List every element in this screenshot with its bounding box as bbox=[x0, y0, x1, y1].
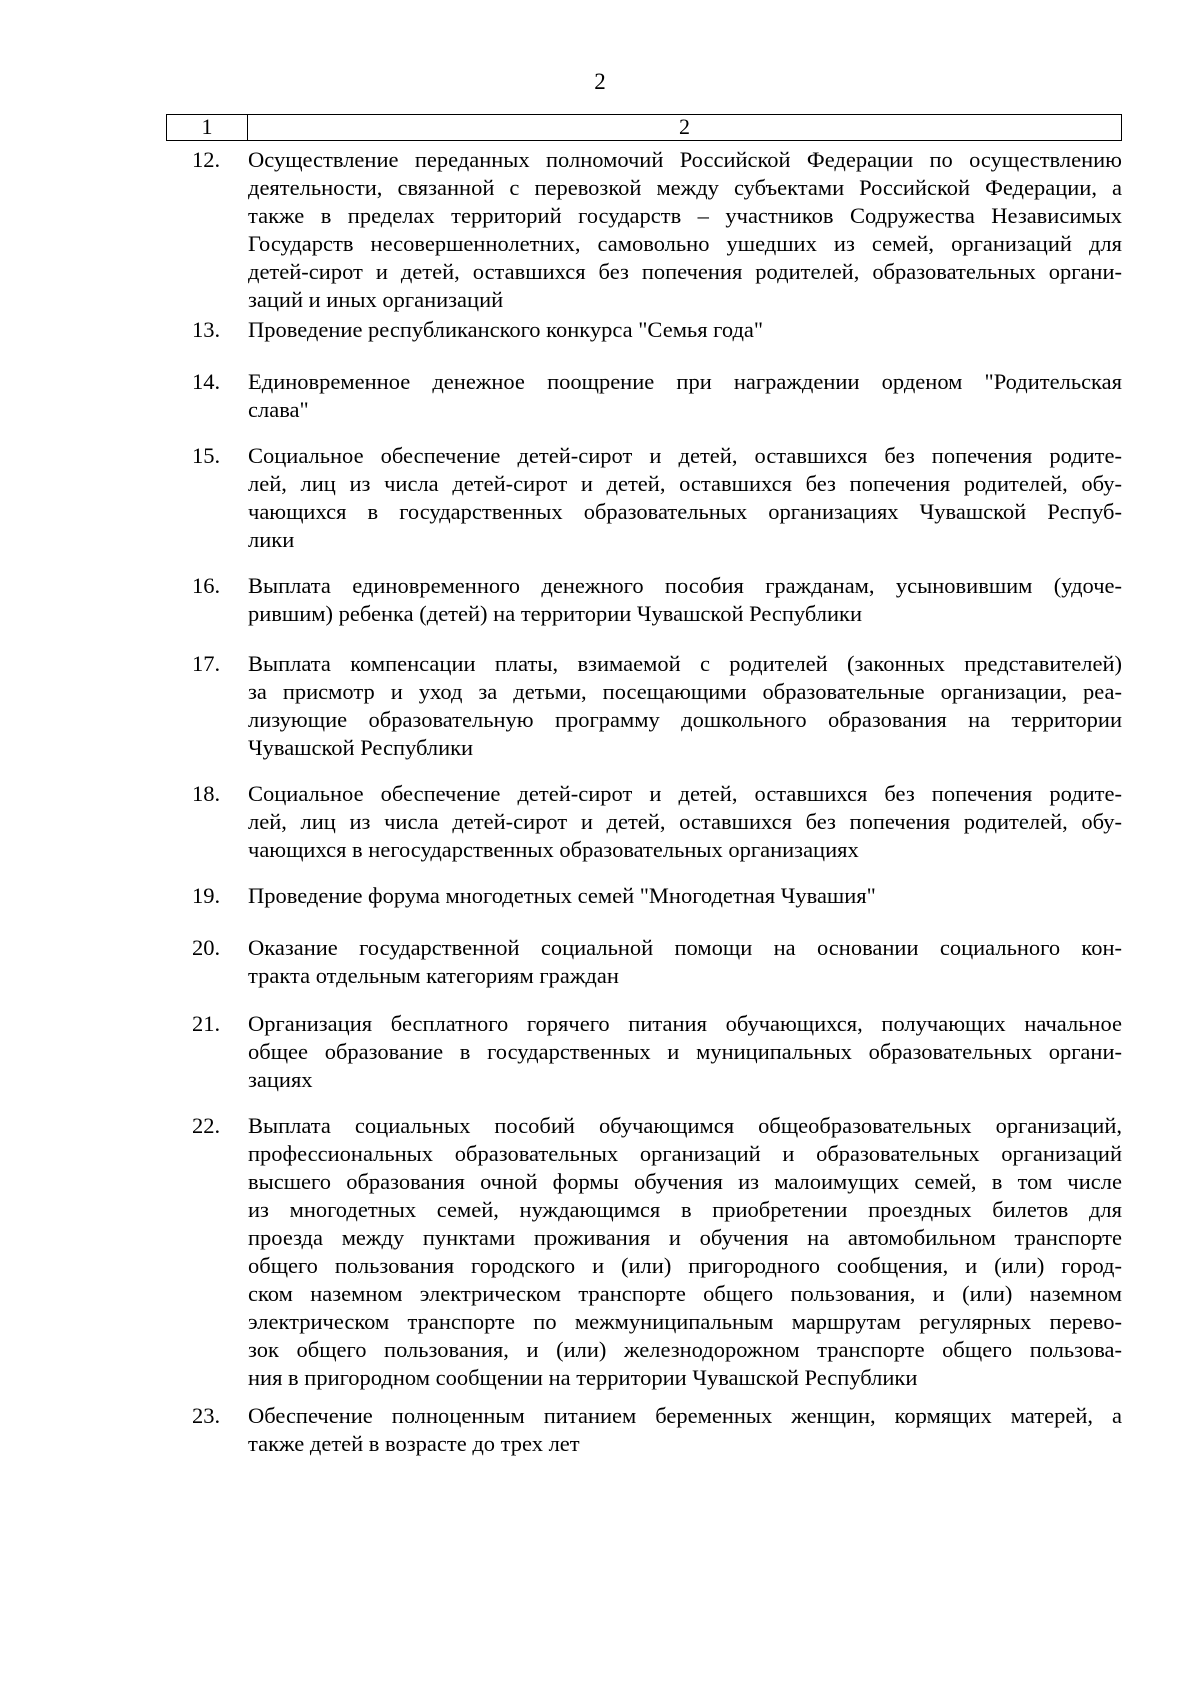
list-item bbox=[166, 650, 1122, 762]
item-text-line: электрическом транспорте по межмуниципальным маршрутам регулярных перево- bbox=[248, 1309, 1122, 1334]
item-text bbox=[246, 780, 1122, 864]
item-number: 23. bbox=[191, 1403, 221, 1428]
item-text-line: детей-сирот и детей, оставшихся без попечения родителей, образовательных органи- bbox=[248, 259, 1122, 284]
list-item bbox=[166, 882, 1122, 910]
list-item bbox=[166, 1402, 1122, 1458]
item-text-line: заций и иных организаций bbox=[248, 287, 504, 312]
item-text bbox=[246, 1010, 1122, 1094]
item-text-line: зациях bbox=[248, 1067, 313, 1092]
list-item bbox=[166, 368, 1122, 424]
item-text bbox=[246, 1402, 1122, 1458]
item-number: 16. bbox=[191, 573, 221, 598]
item-number: 13. bbox=[191, 317, 221, 342]
item-text-line: Проведение республиканского конкурса "Семья года" bbox=[248, 317, 764, 342]
item-text-line: проезда между пунктами проживания и обучения на автомобильном транспорте bbox=[248, 1225, 1122, 1250]
item-text bbox=[246, 442, 1122, 554]
item-text bbox=[246, 650, 1122, 762]
list-item bbox=[166, 780, 1122, 864]
item-text bbox=[246, 934, 1122, 990]
item-text-line: рившим) ребенка (детей) на территории Чувашской Республики bbox=[248, 601, 862, 626]
item-text bbox=[246, 316, 1122, 344]
item-text-line: деятельности, связанной с перевозкой между субъектами Российской Федерации, а bbox=[248, 175, 1122, 200]
item-number: 21. bbox=[191, 1011, 221, 1036]
item-number: 12. bbox=[191, 147, 221, 172]
item-text-line: тракта отдельным категориям граждан bbox=[248, 963, 619, 988]
page-number: 2 bbox=[594, 69, 606, 94]
item-text-line: профессиональных образовательных организаций и образовательных организаций bbox=[248, 1141, 1122, 1166]
item-text-line: Выплата единовременного денежного пособия гражданам, усыновившим (удоче- bbox=[248, 573, 1122, 598]
item-text-line: за присмотр и уход за детьми, посещающими образовательные организации, реа- bbox=[248, 679, 1122, 704]
item-number: 19. bbox=[191, 883, 221, 908]
item-text-line: Социальное обеспечение детей-сирот и детей, оставшихся без попечения родите- bbox=[248, 443, 1122, 468]
item-text-line: Обеспечение полноценным питанием беременных женщин, кормящих матерей, а bbox=[248, 1403, 1122, 1428]
item-text bbox=[246, 572, 1122, 628]
list-item bbox=[166, 146, 1122, 314]
item-text bbox=[246, 882, 1122, 910]
item-text-line: общего пользования городского и (или) пригородного сообщения, и (или) город- bbox=[248, 1253, 1122, 1278]
item-number: 15. bbox=[191, 443, 221, 468]
item-number: 17. bbox=[191, 651, 221, 676]
item-text-line: зок общего пользования, и (или) железнодорожном транспорте общего пользова- bbox=[248, 1337, 1122, 1362]
item-text-line: Выплата социальных пособий обучающимся общеобразовательных организаций, bbox=[248, 1113, 1122, 1138]
list-item bbox=[166, 934, 1122, 990]
item-text-line: высшего образования очной формы обучения из малоимущих семей, в том числе bbox=[248, 1169, 1122, 1194]
item-text-line: Государств несовершеннолетних, самовольно ушедших из семей, организаций для bbox=[248, 231, 1122, 256]
item-text-line: ния в пригородном сообщении на территории Чувашской Республики bbox=[248, 1365, 918, 1390]
item-text-line: лизующие образовательную программу дошкольного образования на территории bbox=[248, 707, 1122, 732]
list-item bbox=[166, 1112, 1122, 1392]
item-text-line: также детей в возрасте до трех лет bbox=[248, 1431, 580, 1456]
item-number: 22. bbox=[191, 1113, 221, 1138]
item-text-line: ском наземном электрическом транспорте общего пользования, и (или) наземном bbox=[248, 1281, 1122, 1306]
list-item bbox=[166, 442, 1122, 554]
item-number: 20. bbox=[191, 935, 221, 960]
item-number: 14. bbox=[191, 369, 221, 394]
item-text-line: лей, лиц из числа детей-сирот и детей, оставшихся без попечения родителей, обу- bbox=[248, 471, 1122, 496]
item-text bbox=[246, 146, 1122, 314]
item-text bbox=[246, 1112, 1122, 1392]
item-text-line: Единовременное денежное поощрение при награждении орденом "Родительская bbox=[248, 369, 1122, 394]
item-text-line: Оказание государственной социальной помощи на основании социального кон- bbox=[248, 935, 1122, 960]
list-item bbox=[166, 1010, 1122, 1094]
item-text-line: Проведение форума многодетных семей "Многодетная Чувашия" bbox=[248, 883, 876, 908]
item-text-line: общее образование в государственных и муниципальных образовательных органи- bbox=[248, 1039, 1122, 1064]
header-col-1: 1 bbox=[167, 115, 248, 140]
item-text-line: Социальное обеспечение детей-сирот и детей, оставшихся без попечения родите- bbox=[248, 781, 1122, 806]
item-text-line: чающихся в государственных образовательных организациях Чувашской Респуб- bbox=[248, 499, 1122, 524]
item-text-line: слава" bbox=[248, 397, 309, 422]
item-text-line: Организация бесплатного горячего питания обучающихся, получающих начальное bbox=[248, 1011, 1122, 1036]
item-text-line: чающихся в негосударственных образовательных организациях bbox=[248, 837, 859, 862]
list-item bbox=[166, 316, 1122, 344]
item-text-line: из многодетных семей, нуждающимся в приобретении проездных билетов для bbox=[248, 1197, 1122, 1222]
item-text-line: лики bbox=[248, 527, 295, 552]
list-item bbox=[166, 572, 1122, 628]
item-number: 18. bbox=[191, 781, 221, 806]
table-header bbox=[166, 114, 1122, 141]
item-text bbox=[246, 368, 1122, 424]
item-text-line: лей, лиц из числа детей-сирот и детей, оставшихся без попечения родителей, обу- bbox=[248, 809, 1122, 834]
item-text-line: Чувашской Республики bbox=[248, 735, 474, 760]
item-text-line: Осуществление переданных полномочий Российской Федерации по осуществлению bbox=[248, 147, 1122, 172]
header-col-2: 2 bbox=[679, 114, 690, 139]
item-text-line: Выплата компенсации платы, взимаемой с родителей (законных представителей) bbox=[248, 651, 1122, 676]
item-text-line: также в пределах территорий государств – участников Содружества Независимых bbox=[248, 203, 1122, 228]
